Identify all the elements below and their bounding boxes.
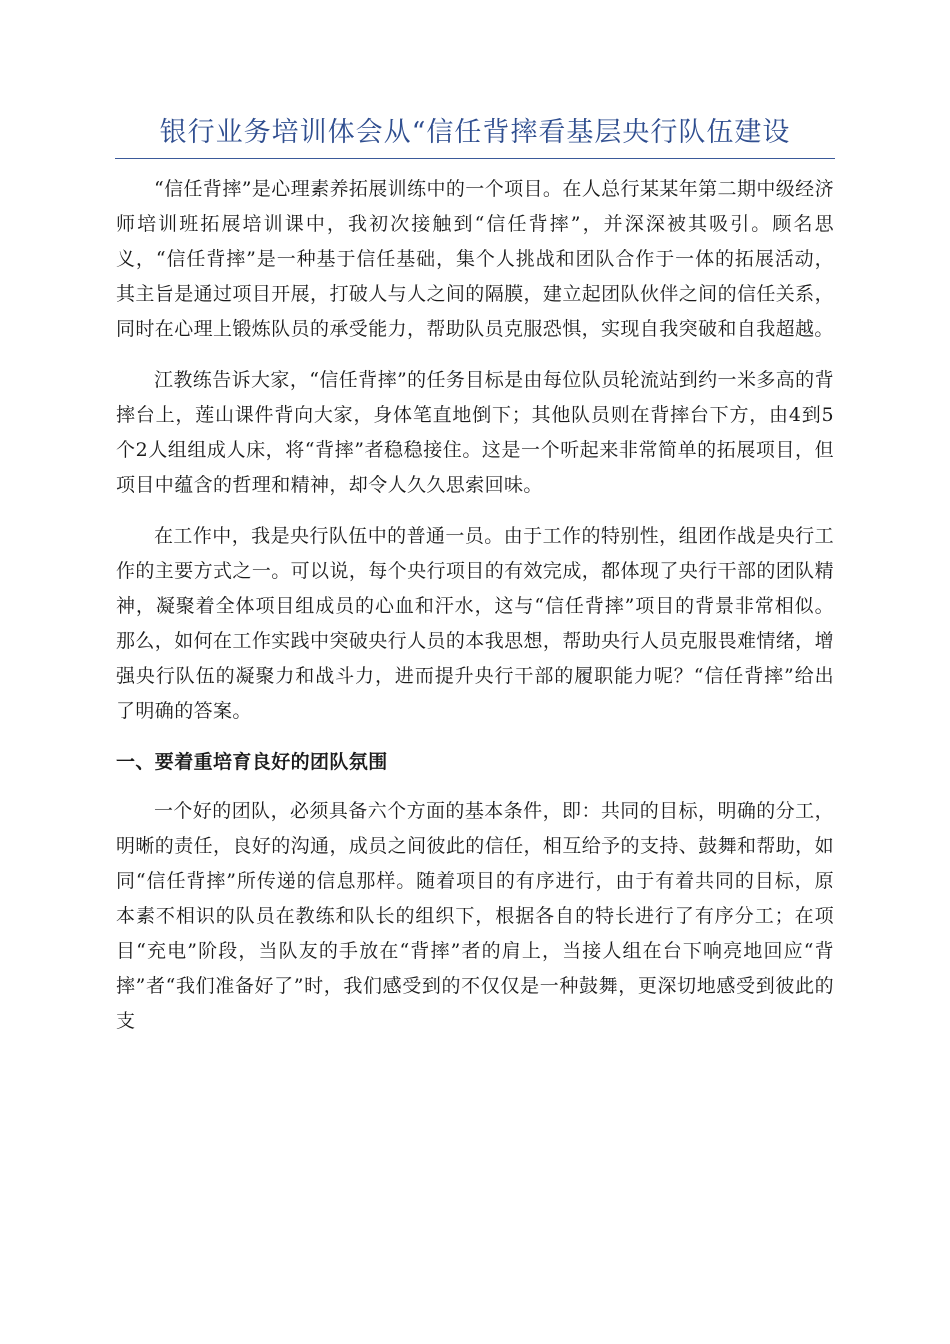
paragraph-team-atmosphere: 一个好的团队，必须具备六个方面的基本条件，即：共同的目标，明确的分工，明晰的责任，良好的沟通，成员之间彼此的信任，相互给予的支持、鼓舞和帮助，如同“信任背摔”所传递的信息那样。随着项目的有序进行，由于有着共同的目标，原本素不相识的队员在教练和队长的组织下，根据各自的特长进行了有序分工；在项目“充电”阶段，当队友的手放在“背摔”者的肩上，当接人组在台下响亮地回应“背摔”者“我们准备好了”时，我们感受到的不仅仅是一种鼓舞，更深切地感受到彼此的支 (116, 800, 834, 1032)
paragraph-intro: “信任背摔”是心理素养拓展训练中的一个项目。在人总行某某年第二期中级经济师培训班拓展培训课中，我初次接触到“信任背摔”，并深深被其吸引。顾名思义，“信任背摔”是一种基于信任基础，集个人挑战和团队合作于一体的拓展活动，其主旨是通过项目开展，打破人与人之间的隔膜，建立起团队伙伴之间的信任关系，同时在心理上锻炼队员的承受能力，帮助队员克服恐惧，实现自我突破和自我超越。 (116, 178, 834, 340)
paragraph-task-description: 江教练告诉大家，“信任背摔”的任务目标是由每位队员轮流站到约一米多高的背摔台上，莲山课件背向大家，身体笔直地倒下；其他队员则在背摔台下方，由4到5个2人组组成人床，将“背摔”者稳稳接住。这是一个听起来非常简单的拓展项目，但项目中蕴含的哲理和精神，却令人久久思索回味。 (116, 369, 834, 496)
document-title: 银行业务培训体会从“信任背摔看基层央行队伍建设 (115, 112, 835, 159)
document-body (116, 172, 834, 1055)
section-heading: 一、要着重培育良好的团队氛围 (116, 751, 388, 773)
paragraph-work-reflection: 在工作中，我是央行队伍中的普通一员。由于工作的特别性，组团作战是央行工作的主要方式之一。可以说，每个央行项目的有效完成，都体现了央行干部的团队精神，凝聚着全体项目组成员的心血和汗水，这与“信任背摔”项目的背景非常相似。那么，如何在工作实践中突破央行人员的本我思想，帮助央行人员克服畏难情绪，增强央行队伍的凝聚力和战斗力，进而提升央行干部的履职能力呢？“信任背摔”给出了明确的答案。 (116, 525, 834, 722)
